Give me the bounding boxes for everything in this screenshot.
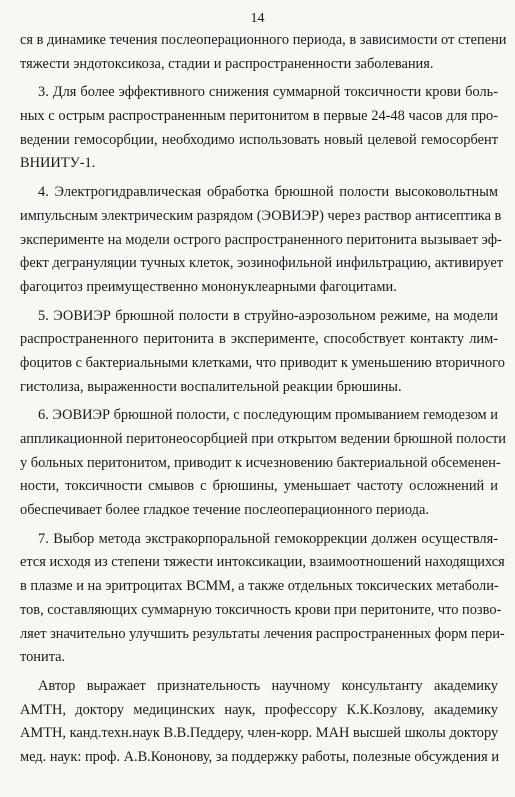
text-line: аппликационной перитонеосорбцией при открытом ведении брюшной полости — [20, 431, 506, 447]
text-line: 4. Электрогидравлическая обработка брюшной полости высоковольтным — [38, 184, 498, 201]
paragraph-item-3 — [20, 81, 498, 176]
text-line: АМТН, канд.техн.наук В.В.Педдеру, член-корр. МАН высшей школы доктору — [20, 725, 499, 742]
text-line: мед. наук: проф. А.В.Кононову, за поддержку работы, полезные обсуждения и — [20, 748, 500, 765]
paragraph-item-4 — [20, 181, 504, 299]
text-line: тяжести эндотоксикоза, стадии и распространенности заболевания. — [20, 55, 434, 72]
text-line: ведении гемосорбции, необходимо использовать новый целевой гемосорбент — [20, 131, 498, 148]
paragraph-acknowledgement — [20, 675, 498, 770]
text-line: АМТН, доктору медицинских наук, профессору К.К.Козлову, академику — [20, 701, 498, 718]
text-line: 5. ЭОВИЭР брюшной полости в струйно-аэрозольном режиме, на модели — [38, 307, 498, 324]
text-line: ВНИИТУ-1. — [20, 155, 96, 172]
text-line: распространенного перитонита в эксперименте, способствует контакту лим- — [20, 331, 498, 348]
text-line: фоцитов с бактериальными клетками, что приводит к уменьшению вторичного — [20, 354, 505, 371]
paragraph-item-7 — [20, 528, 505, 670]
text-line: ся в динамике течения послеоперационного периода, в зависимости от степени — [20, 32, 507, 48]
text-line: ляет значительно улучшить результаты лечения распространенных форм пери- — [20, 625, 505, 642]
text-line: ных с острым распространенным перитонитом в первые 24-48 часов для про- — [20, 108, 498, 125]
page-number: 14 — [250, 11, 265, 26]
document-body — [20, 29, 507, 770]
text-line: в плазме и на эритроцитах ВСММ, а также отдельных токсических метаболи- — [20, 578, 499, 595]
paragraph-item-6 — [20, 404, 506, 522]
text-line: Автор выражает признательность научному консультанту академику — [38, 677, 498, 694]
text-line: 7. Выбор метода экстракорпоральной гемокоррекции должен осуществля- — [38, 530, 498, 547]
text-line: ности, токсичности смывов с брюшины, уменьшает частоту осложнений и — [20, 478, 498, 495]
text-line: 6. ЭОВИЭР брюшной полости, с последующим промыванием гемодезом и — [38, 407, 498, 424]
text-line: фагоцитоз преимущественно мононуклеарными фагоцитами. — [20, 278, 397, 295]
text-line: импульсным электрическим разрядом (ЭОВИЭР) через раствор антисептика в — [20, 207, 502, 224]
text-line: тонита. — [20, 649, 66, 666]
text-line: гистолиза, выраженности воспалительной реакции брюшины. — [20, 378, 402, 395]
text-line: 3. Для более эффективного снижения суммарной токсичности крови боль- — [38, 84, 498, 101]
text-line: тов, составляющих суммарную токсичность крови при перитоните, что позво- — [20, 601, 502, 618]
paragraph-intro — [20, 29, 507, 76]
text-line: ется исходя из степени тяжести интоксикации, взаимоотношений находящихся — [20, 554, 505, 571]
text-line: фект дегрануляции тучных клеток, эозинофильной инфильтрацию, активирует — [20, 255, 504, 272]
text-line: эксперименте на модели острого распространенного перитонита вызывает эф- — [20, 231, 502, 248]
text-line: у больных перитонитом, приводит к исчезновению бактериальной обсеменен- — [20, 454, 501, 471]
text-line: обеспечивает более гладкое течение послеоперационного периода. — [20, 502, 429, 519]
paragraph-item-5 — [20, 305, 505, 400]
